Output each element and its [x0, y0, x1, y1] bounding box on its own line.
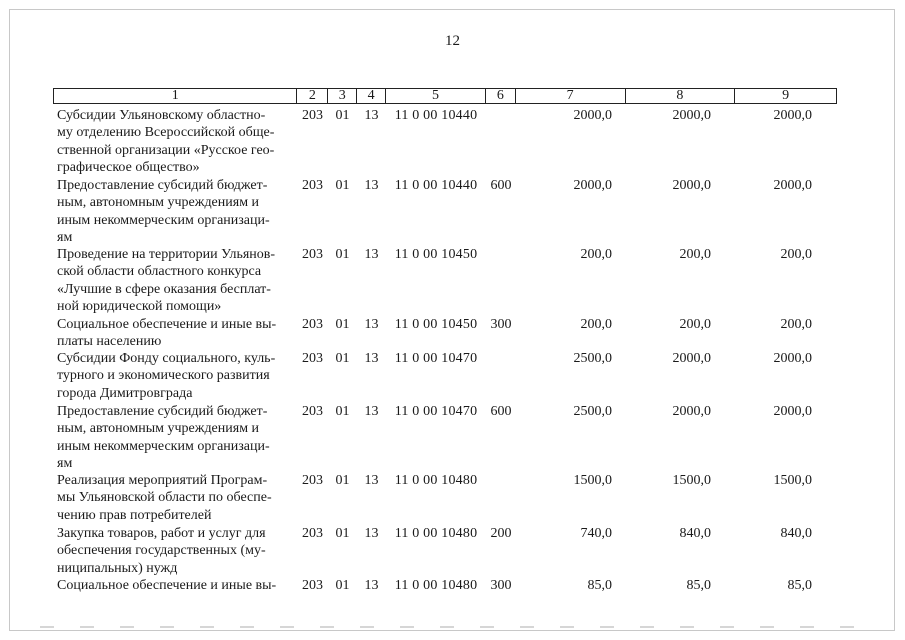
description-line: ской области областного конкурса — [57, 264, 262, 280]
amount-year-2: 2000,0 — [672, 178, 711, 193]
subsection-code: 13 — [364, 526, 379, 541]
description-line: Социальное обеспечение и иные вы- — [57, 578, 277, 593]
table-row — [53, 107, 837, 176]
budget-table — [53, 88, 837, 593]
description-line: графическое общество» — [57, 159, 200, 175]
target-article-code: 11 0 00 10450 — [394, 247, 478, 262]
description-line: ям — [57, 229, 73, 245]
amount-year-3: 1500,0 — [773, 473, 812, 488]
description-line: Реализация мероприятий Програм- — [57, 473, 268, 488]
amount-year-2: 2000,0 — [672, 108, 711, 123]
description-line: Субсидии Ульяновскому областно- — [57, 108, 266, 123]
amount-year-2: 200,0 — [679, 317, 711, 332]
header-col-6: 6 — [486, 89, 516, 103]
amount-year-2: 2000,0 — [672, 351, 711, 366]
row-description — [53, 525, 297, 577]
description-line: платы населению — [57, 334, 162, 350]
description-line: Субсидии Фонду социального, куль- — [57, 351, 276, 366]
header-col-9: 9 — [782, 88, 790, 103]
amount-year-1: 200,0 — [580, 317, 612, 332]
scan-artifact — [40, 626, 870, 628]
header-col-8: 8 — [626, 89, 736, 103]
section-code: 01 — [335, 178, 350, 193]
subsection-code: 13 — [364, 108, 379, 123]
amount-year-1: 2500,0 — [573, 351, 612, 366]
amount-year-2: 85,0 — [686, 578, 711, 593]
expense-type-code — [486, 472, 516, 524]
amount-year-2: 200,0 — [679, 247, 711, 262]
subsection-code: 13 — [364, 473, 379, 488]
expense-type-code — [486, 246, 516, 315]
amount-year-1: 2500,0 — [573, 404, 612, 419]
header-col-5: 5 — [386, 89, 486, 103]
amount-year-2: 2000,0 — [672, 404, 711, 419]
ministry-code: 203 — [302, 178, 323, 193]
amount-year-3: 200,0 — [780, 317, 812, 332]
subsection-code: 13 — [364, 247, 379, 262]
amount-year-2: 840,0 — [679, 526, 711, 541]
subsection-code: 13 — [364, 317, 379, 332]
description-line: ным, автономным учреждениям и — [57, 195, 260, 211]
row-description — [53, 107, 297, 176]
amount-year-1: 1500,0 — [573, 473, 612, 488]
amount-year-3: 2000,0 — [773, 351, 812, 366]
description-line: обеспечения государственных (му- — [57, 543, 266, 559]
row-description — [53, 177, 297, 246]
ministry-code: 203 — [302, 526, 323, 541]
amount-year-1: 2000,0 — [573, 108, 612, 123]
table-row — [53, 577, 837, 594]
expense-type-code: 300 — [490, 578, 512, 593]
table-row — [53, 525, 837, 577]
subsection-code: 13 — [364, 178, 379, 193]
section-code: 01 — [335, 578, 350, 593]
section-code: 01 — [335, 317, 350, 332]
expense-type-code — [486, 350, 516, 402]
section-code: 01 — [335, 247, 350, 262]
header-col-1: 1 — [54, 89, 297, 103]
target-article-code: 11 0 00 10480 — [394, 526, 478, 541]
description-line: иным некоммерческим организаци- — [57, 438, 270, 454]
ministry-code: 203 — [302, 578, 323, 593]
description-line: города Димитровграда — [57, 385, 193, 401]
column-number-header — [53, 88, 837, 104]
header-col-7: 7 — [516, 89, 626, 103]
expense-type-code — [486, 107, 516, 176]
subsection-code: 13 — [364, 351, 379, 366]
row-description — [53, 350, 297, 402]
description-line: ственной организации «Русское гео- — [57, 142, 275, 158]
target-article-code: 11 0 00 10470 — [394, 404, 478, 419]
amount-year-1: 200,0 — [580, 247, 612, 262]
header-col-4: 4 — [357, 89, 386, 103]
row-description — [53, 472, 297, 524]
amount-year-1: 85,0 — [587, 578, 612, 593]
expense-type-code: 300 — [490, 317, 512, 332]
description-line: чению прав потребителей — [57, 507, 212, 523]
description-line: му отделению Всероссийской обще- — [57, 125, 275, 141]
table-row — [53, 350, 837, 402]
row-description — [53, 577, 297, 594]
amount-year-3: 2000,0 — [773, 178, 812, 193]
target-article-code: 11 0 00 10450 — [394, 317, 478, 332]
subsection-code: 13 — [364, 404, 379, 419]
expense-type-code: 600 — [490, 178, 512, 193]
description-line: ной юридической помощи» — [57, 298, 222, 314]
target-article-code: 11 0 00 10480 — [394, 473, 478, 488]
target-article-code: 11 0 00 10440 — [394, 178, 478, 193]
amount-year-3: 2000,0 — [773, 108, 812, 123]
amount-year-1: 740,0 — [580, 526, 612, 541]
amount-year-3: 85,0 — [787, 578, 812, 593]
target-article-code: 11 0 00 10480 — [394, 578, 478, 593]
table-row — [53, 177, 837, 246]
row-description — [53, 316, 297, 351]
row-description — [53, 246, 297, 315]
subsection-code: 13 — [364, 578, 379, 593]
table-row — [53, 403, 837, 472]
ministry-code: 203 — [302, 247, 323, 262]
table-row — [53, 316, 837, 351]
description-line: Социальное обеспечение и иные вы- — [57, 317, 277, 332]
amount-year-3: 2000,0 — [773, 404, 812, 419]
ministry-code: 203 — [302, 351, 323, 366]
description-line: Проведение на территории Ульянов- — [57, 247, 276, 262]
description-line: иным некоммерческим организаци- — [57, 212, 270, 228]
table-row — [53, 472, 837, 524]
expense-type-code: 600 — [490, 404, 512, 419]
section-code: 01 — [335, 473, 350, 488]
section-code: 01 — [335, 351, 350, 366]
amount-year-1: 2000,0 — [573, 178, 612, 193]
description-line: Предоставление субсидий бюджет- — [57, 404, 268, 419]
description-line: ниципальных) нужд — [57, 560, 178, 576]
description-line: ям — [57, 455, 73, 471]
amount-year-2: 1500,0 — [672, 473, 711, 488]
ministry-code: 203 — [302, 404, 323, 419]
ministry-code: 203 — [302, 108, 323, 123]
row-description — [53, 403, 297, 472]
description-line: мы Ульяновской области по обеспе- — [57, 490, 272, 506]
header-col-3: 3 — [328, 89, 357, 103]
description-line: Закупка товаров, работ и услуг для — [57, 526, 266, 541]
description-line: Предоставление субсидий бюджет- — [57, 178, 268, 193]
table-row — [53, 246, 837, 315]
description-line: ным, автономным учреждениям и — [57, 421, 260, 437]
ministry-code: 203 — [302, 317, 323, 332]
target-article-code: 11 0 00 10470 — [394, 351, 478, 366]
section-code: 01 — [335, 108, 350, 123]
ministry-code: 203 — [302, 473, 323, 488]
expense-type-code: 200 — [490, 526, 512, 541]
amount-year-3: 200,0 — [780, 247, 812, 262]
description-line: «Лучшие в сфере оказания бесплат- — [57, 281, 271, 297]
page-number: 12 — [445, 33, 460, 49]
description-line: турного и экономического развития — [57, 368, 270, 384]
section-code: 01 — [335, 404, 350, 419]
header-col-2: 2 — [297, 89, 328, 103]
amount-year-3: 840,0 — [780, 526, 812, 541]
target-article-code: 11 0 00 10440 — [394, 108, 478, 123]
section-code: 01 — [335, 526, 350, 541]
